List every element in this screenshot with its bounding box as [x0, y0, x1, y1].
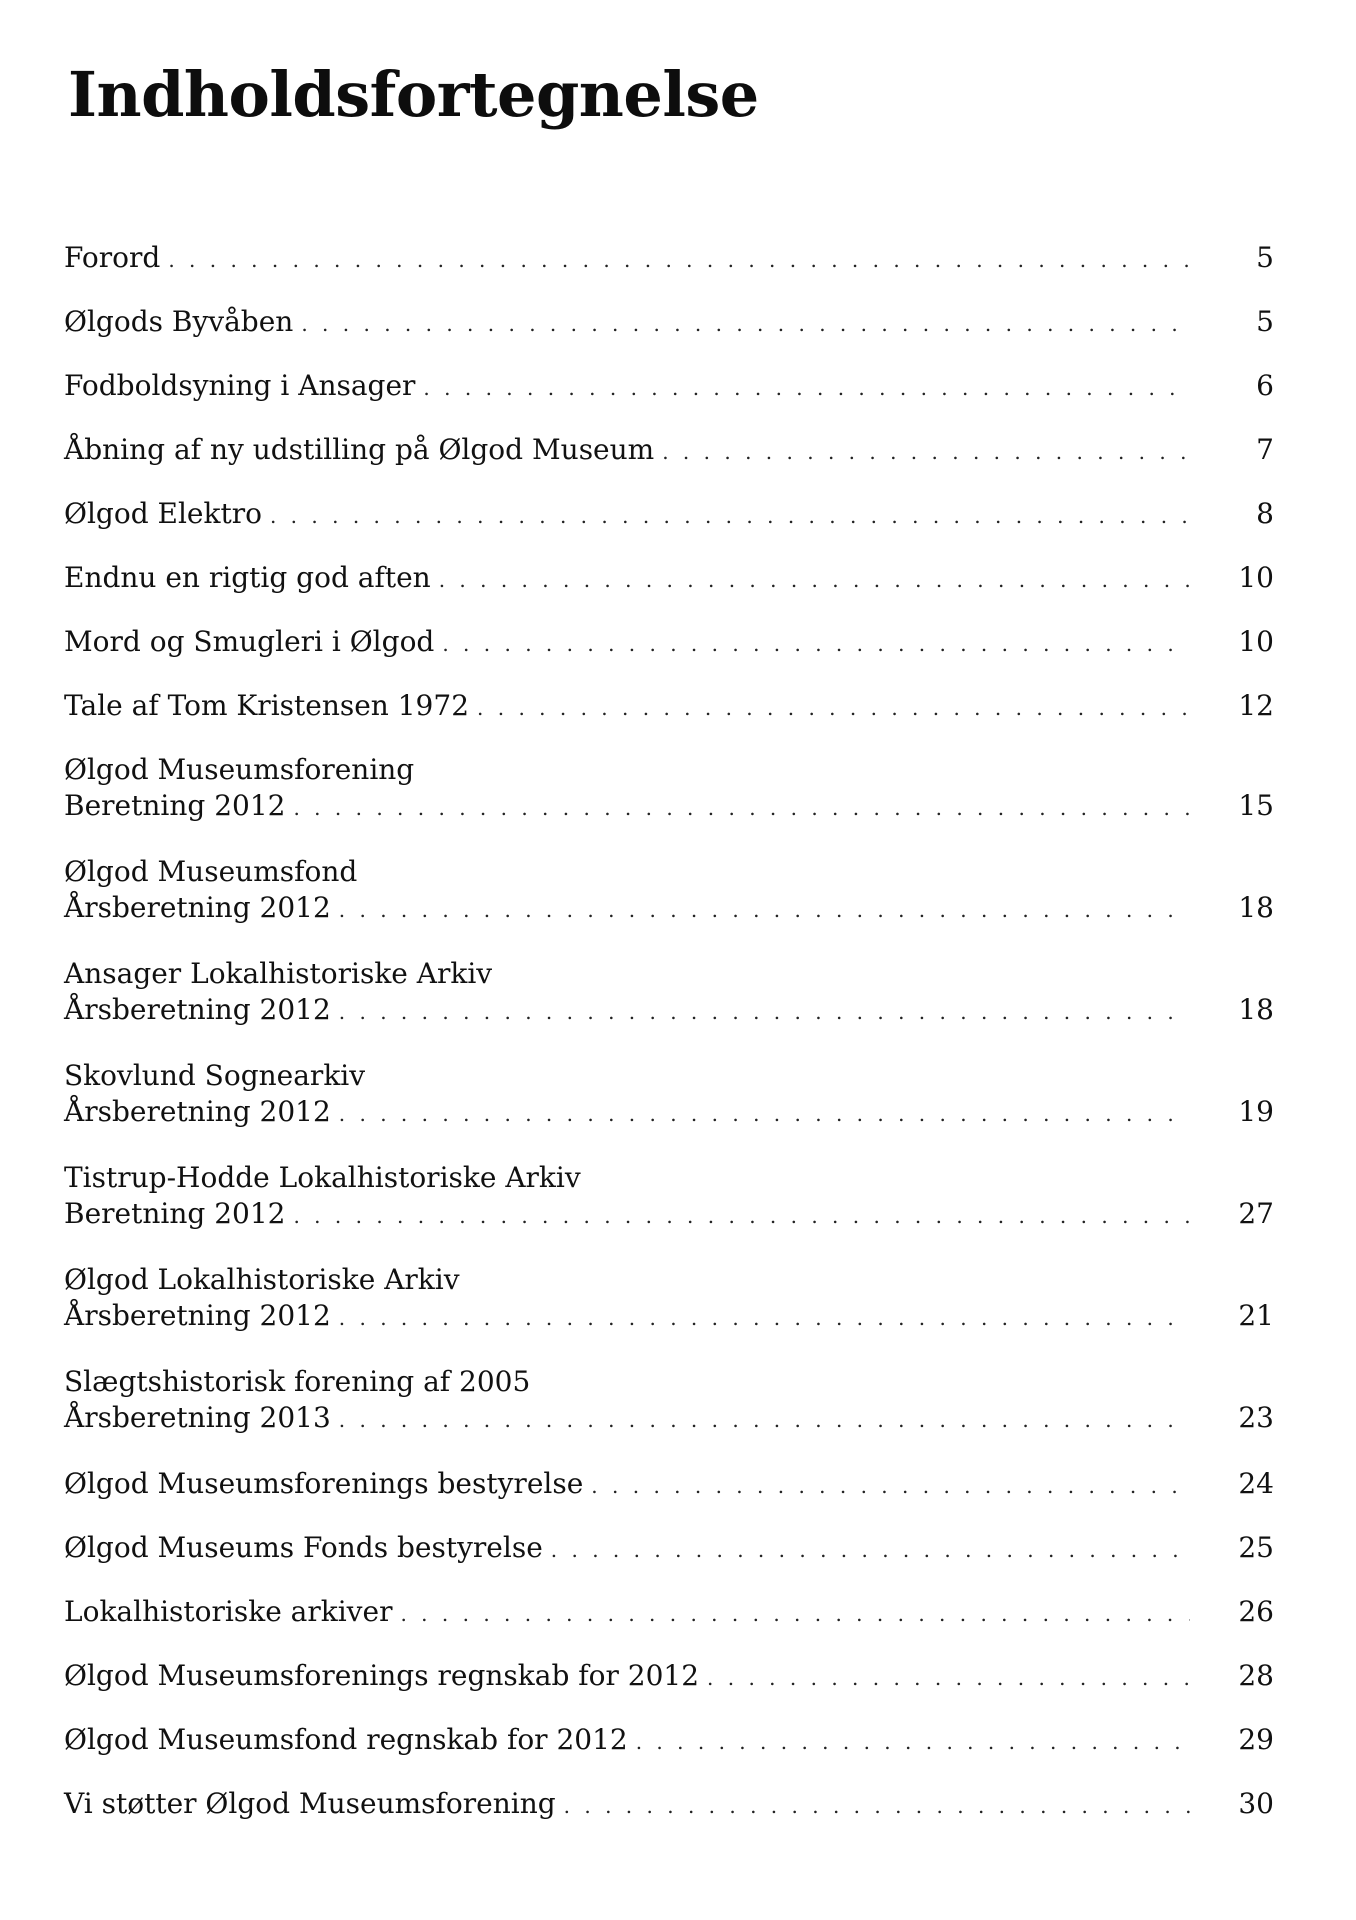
dot-leader	[339, 1300, 1190, 1336]
dot-leader	[636, 1724, 1190, 1760]
dot-leader	[270, 498, 1190, 534]
table-of-contents	[64, 240, 1274, 1850]
toc-entry-title: Ølgod Museumsforenings bestyrelse	[64, 1467, 584, 1500]
dot-leader	[477, 690, 1190, 726]
toc-entry-subtitle: Beretning 2012	[64, 1197, 286, 1230]
page-title: Indholdsfortegnelse	[68, 58, 759, 131]
toc-entry	[64, 560, 1274, 596]
toc-page-number: 28	[1238, 1659, 1274, 1692]
toc-page-number: 18	[1238, 891, 1274, 924]
toc-entry-subtitle: Årsberetning 2012	[64, 891, 331, 924]
toc-entry-line	[64, 240, 1274, 276]
dot-leader	[662, 434, 1190, 470]
toc-page-number: 6	[1256, 369, 1274, 402]
toc-entry-title: Slægtshistorisk forening af 2005	[64, 1365, 531, 1398]
toc-entry-title: Skovlund Sognearkiv	[64, 1059, 366, 1092]
toc-page-number: 25	[1238, 1531, 1274, 1564]
toc-entry-line	[64, 1722, 1274, 1758]
toc-entry-line	[64, 560, 1274, 596]
toc-entry-title: Ølgods Byvåben	[64, 305, 294, 338]
toc-entry-line	[64, 304, 1274, 340]
dot-leader	[439, 562, 1190, 598]
toc-page-number: 23	[1238, 1401, 1274, 1434]
toc-entry-line	[64, 496, 1274, 532]
toc-entry	[64, 496, 1274, 532]
dot-leader	[339, 994, 1190, 1030]
toc-entry-line	[64, 1786, 1274, 1822]
toc-entry-title: Ølgod Museumsfond regnskab for 2012	[64, 1723, 628, 1756]
toc-entry-subtitle: Årsberetning 2012	[64, 1095, 331, 1128]
dot-leader	[168, 242, 1190, 278]
dot-leader	[707, 1660, 1190, 1696]
toc-entry	[64, 956, 1274, 1028]
toc-page-number: 12	[1238, 689, 1274, 722]
toc-entry-line	[64, 624, 1274, 660]
toc-page-number: 27	[1238, 1197, 1274, 1230]
toc-entry	[64, 1722, 1274, 1758]
toc-entry-title: Tale af Tom Kristensen 1972	[64, 689, 470, 722]
toc-entry-subtitle: Årsberetning 2012	[64, 1299, 331, 1332]
dot-leader	[339, 1096, 1190, 1132]
toc-entry-line	[64, 1298, 1274, 1334]
toc-entry-subtitle: Årsberetning 2012	[64, 993, 331, 1026]
toc-page-number: 8	[1256, 497, 1274, 530]
toc-entry-title: Fodboldsyning i Ansager	[64, 369, 416, 402]
toc-entry-subtitle: Årsberetning 2013	[64, 1401, 331, 1434]
toc-entry	[64, 1466, 1274, 1502]
toc-page-number: 5	[1256, 305, 1274, 338]
toc-entry-line	[64, 1530, 1274, 1566]
toc-entry-line	[64, 688, 1274, 724]
toc-page-number: 18	[1238, 993, 1274, 1026]
toc-entry	[64, 240, 1274, 276]
toc-entry	[64, 624, 1274, 660]
toc-page-number: 15	[1238, 789, 1274, 822]
toc-page-number: 30	[1238, 1787, 1274, 1820]
dot-leader	[339, 1402, 1190, 1438]
toc-entry-title: Ølgod Museums Fonds bestyrelse	[64, 1531, 543, 1564]
toc-entry-line	[64, 1094, 1274, 1130]
toc-entry-line	[64, 1196, 1274, 1232]
toc-entry	[64, 1530, 1274, 1566]
toc-page-number: 19	[1238, 1095, 1274, 1128]
toc-entry-title: Ølgod Museumsforenings regnskab for 2012	[64, 1659, 700, 1692]
dot-leader	[591, 1468, 1190, 1504]
dot-leader	[301, 306, 1190, 342]
toc-page-number: 29	[1238, 1723, 1274, 1756]
toc-entry	[64, 752, 1274, 824]
toc-entry-subtitle: Beretning 2012	[64, 789, 286, 822]
toc-entry-title: Ølgod Museumsforening	[64, 753, 415, 786]
dot-leader	[293, 790, 1190, 826]
toc-entry-title: Endnu en rigtig god aften	[64, 561, 431, 594]
toc-entry-line	[64, 890, 1274, 926]
toc-entry	[64, 1786, 1274, 1822]
toc-entry	[64, 1058, 1274, 1130]
toc-entry	[64, 432, 1274, 468]
toc-entry	[64, 304, 1274, 340]
dot-leader	[551, 1532, 1190, 1568]
toc-entry	[64, 688, 1274, 724]
toc-page-number: 10	[1238, 625, 1274, 658]
toc-page-number: 10	[1238, 561, 1274, 594]
toc-entry-line	[64, 788, 1274, 824]
toc-page-number: 26	[1238, 1595, 1274, 1628]
toc-entry-line	[64, 1400, 1274, 1436]
toc-entry	[64, 368, 1274, 404]
toc-entry-title: Lokalhistoriske arkiver	[64, 1595, 393, 1628]
toc-page-number: 7	[1256, 433, 1274, 466]
toc-entry	[64, 1364, 1274, 1436]
toc-entry-line	[64, 432, 1274, 468]
toc-entry	[64, 1262, 1274, 1334]
toc-entry	[64, 1594, 1274, 1630]
dot-leader	[400, 1596, 1190, 1632]
dot-leader	[423, 370, 1190, 406]
dot-leader	[564, 1788, 1190, 1824]
toc-entry-title: Åbning af ny udstilling på Ølgod Museum	[64, 433, 655, 466]
toc-page-number: 5	[1256, 241, 1274, 274]
toc-entry-line	[64, 1594, 1274, 1630]
dot-leader	[293, 1198, 1190, 1234]
toc-page-number: 24	[1238, 1467, 1274, 1500]
toc-entry-title: Mord og Smugleri i Ølgod	[64, 625, 435, 658]
toc-entry-title: Ansager Lokalhistoriske Arkiv	[64, 957, 493, 990]
toc-entry-line	[64, 1466, 1274, 1502]
toc-page-number: 21	[1238, 1299, 1274, 1332]
toc-entry-line	[64, 1658, 1274, 1694]
toc-entry-title: Forord	[64, 241, 161, 274]
toc-entry	[64, 1658, 1274, 1694]
toc-entry-title: Tistrup-Hodde Lokalhistoriske Arkiv	[64, 1161, 581, 1194]
dot-leader	[442, 626, 1190, 662]
toc-entry-title: Ølgod Museumsfond	[64, 855, 358, 888]
dot-leader	[339, 892, 1190, 928]
toc-entry-title: Ølgod Lokalhistoriske Arkiv	[64, 1263, 460, 1296]
toc-entry	[64, 854, 1274, 926]
toc-entry-title: Ølgod Elektro	[64, 497, 262, 530]
toc-entry	[64, 1160, 1274, 1232]
toc-entry-line	[64, 368, 1274, 404]
toc-entry-title: Vi støtter Ølgod Museumsforening	[64, 1787, 556, 1820]
toc-entry-line	[64, 992, 1274, 1028]
